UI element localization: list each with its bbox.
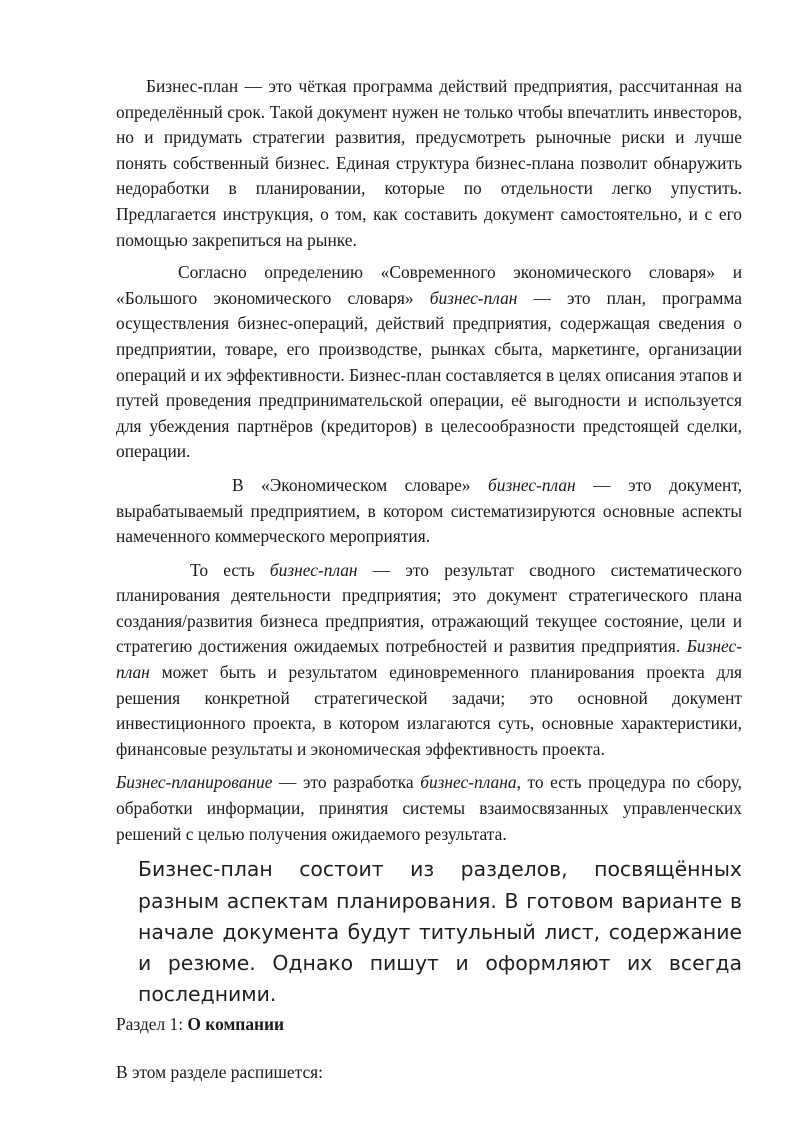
paragraph-dictionary-definition <box>116 260 742 465</box>
paragraph-text: — это план, программа осуществления бизнес-операций, действий предприятия, содержащая сведения о предприятии, товаре, его производстве, рынках сбыта, маркетинге, организации операций и их эффективности. Бизнес-план составляется в целях описания этапов и путей проведения предпринимательской операции, её выгодности и используется для убеждения партнёров (кредиторов) в целесообразности предстоящей сделки, операции. <box>116 287 742 462</box>
term-business-plan: бизнес-плана <box>420 772 517 793</box>
paragraph-text: , то есть процедура по сбору, обработки информации, принятия системы взаимосвязанных управленческих решений с целью получения ожидаемого результата. <box>116 772 742 844</box>
paragraph-text: — это документ, вырабатываемый предприятием, в котором систематизируются основные аспекты намеченного коммерческого мероприятия. <box>116 474 742 547</box>
term-business-plan: Бизнес-план <box>116 636 742 683</box>
section-prefix: Раздел 1: <box>116 1013 188 1034</box>
term-business-plan: бизнес-план <box>488 474 576 495</box>
paragraph-text: — это разработка <box>272 772 421 793</box>
paragraph-text: То есть <box>190 559 270 580</box>
document-page <box>116 74 742 1086</box>
paragraph-text: Согласно определению «Современного экономического словаря» и «Большого экономического словаря» <box>116 262 742 308</box>
section-title: О компании <box>187 1013 285 1034</box>
paragraph-text: может быть и результатом единовременного планирования проекта для решения конкретной стратегической задачи; это основной документ инвестиционного проекта, в котором излагаются суть, основные характеристики, финансовые результаты и экономическая эффективность проекта. <box>116 662 742 759</box>
paragraph-structure: Бизнес-план состоит из разделов, посвящённых разным аспектам планирования. В готовом варианте в начале документа будут титульный лист, содержание и резюме. Однако пишут и оформляют их всегда последними. <box>138 857 742 1007</box>
section-heading <box>116 1012 742 1038</box>
paragraph-business-planning <box>116 770 742 847</box>
paragraph-economic-dictionary <box>116 473 742 550</box>
term-business-plan: бизнес-план <box>269 559 358 580</box>
term-business-planning: Бизнес-планирование <box>116 772 273 793</box>
section-intro: В этом разделе распишется: <box>116 1062 323 1083</box>
term-business-plan: бизнес-план <box>429 287 518 308</box>
paragraph-text: — это результат сводного систематического планирования деятельности предприятия; это документ стратегического плана создания/развития бизнеса предприятия, отражающий текущее состояние, цели и стратегию достижения ожидаемых потребностей и развития предприятия. <box>116 559 742 657</box>
paragraph-text: В «Экономическом словаре» <box>232 474 488 495</box>
paragraph-summary <box>116 558 742 763</box>
paragraph-definition: Бизнес-план — это чёткая программа действий предприятия, рассчитанная на определённый срок. Такой документ нужен не только чтобы впечатлить инвесторов, но и придумать стратегии развития, предусмотреть рыночные риски и лучше понять собственный бизнес. Единая структура бизнес-плана позволит обнаружить недоработки в планировании, которые по отдельности легко упустить. Предлагается инструкция, о том, как составить документ самостоятельно, и с его помощью закрепиться на рынке. <box>116 76 742 250</box>
